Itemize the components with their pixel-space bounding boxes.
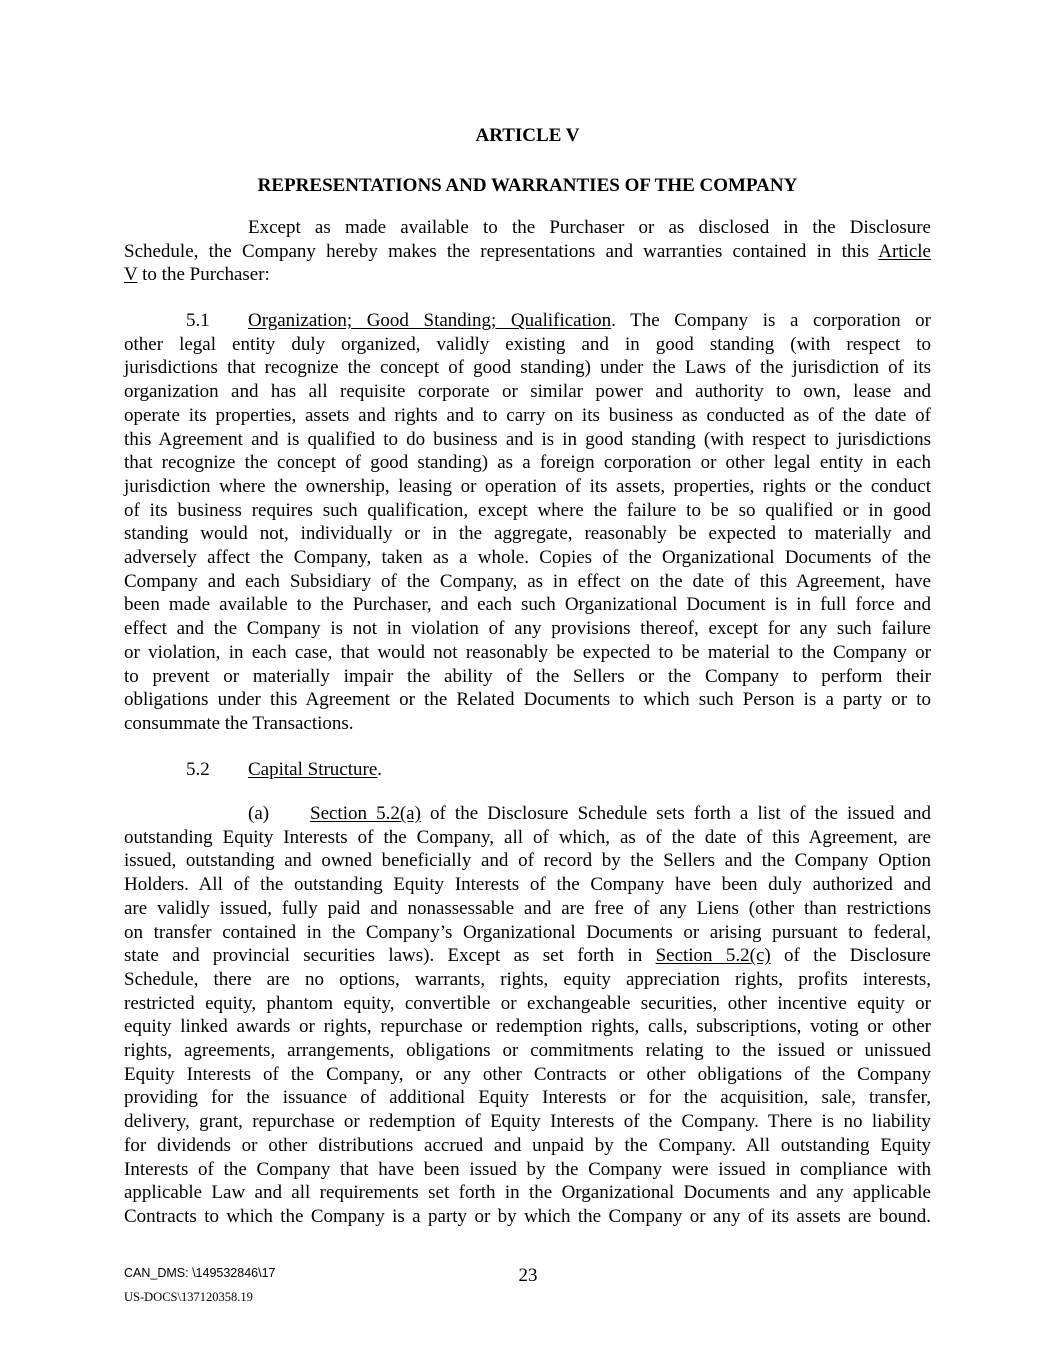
section-5-1-line: or violation, in each case, that would not reasonably be expected to be material to the Company or [124,641,931,663]
intro-line-1: Except as made available to the Purchaser or as disclosed in the Disclosure [248,217,931,238]
section-5-1-line: been made available to the Purchaser, and each such Organizational Document is in full force and [124,594,931,616]
section-number: 5.1 [186,310,210,331]
section-5-2-a-line: are validly issued, fully paid and nonassessable and are free of any Liens (other than restrictions [124,897,931,919]
intro-paragraph [124,216,931,287]
section-5-2-a-line: equity linked awards or rights, repurchase or redemption rights, calls, subscriptions, voting or other [124,1016,931,1038]
section-5-2-a-line: Interests of the Company that have been issued by the Company were issued in compliance with [124,1158,931,1180]
section-5-1-line: organization and has all requisite corporate or similar power and authority to own, lease and [124,381,931,403]
section-5-1-line: effect and the Company is not in violation of any provisions thereof, except for any such failure [124,618,931,640]
section-5-1-line: that recognize the concept of good standing) as a foreign corporation or other legal entity in each [124,452,931,474]
intro-line-3: V to the Purchaser: [124,264,270,286]
section-5-1-line: obligations under this Agreement or the Related Documents to which such Person is a party or to [124,689,931,711]
section-5-1-line: operate its properties, assets and rights and to carry on its business as conducted as of the date of [124,404,931,426]
article-reference-link-cont[interactable]: V [124,264,138,286]
section-5-2-c-reference-link[interactable]: Section 5.2(c) [655,945,771,967]
article-reference-link[interactable]: Article [878,240,931,262]
section-5-1-line: to prevent or materially impair the ability of the Sellers or the Company to perform their [124,665,931,687]
section-5-1-line: jurisdiction where the ownership, leasing or operation of its assets, properties, rights or the conduct [124,475,931,497]
article-title: ARTICLE V [475,125,580,146]
section-5-1-line: jurisdictions that recognize the concept of good standing) under the Laws of the jurisdiction of its [124,357,931,379]
section-number: 5.2 [186,759,210,780]
section-5-1-line: consummate the Transactions. [124,712,354,734]
subsection-label: (a) [248,803,270,824]
section-5-1-first-line: 5.1 Organization; Good Standing; Qualification. The Company is a corporation or [186,310,932,331]
section-5-1-line: of its business requires such qualification, except where the failure to be so qualified or in good [124,499,931,521]
section-5-2-a-line: Equity Interests of the Company, or any other Contracts or other obligations of the Company [124,1063,931,1085]
section-5-2-a-line: issued, outstanding and owned beneficially and of record by the Sellers and the Company Option [124,850,931,872]
section-5-1-line: this Agreement and is qualified to do business and is in good standing (with respect to jurisdictions [124,428,931,450]
section-5-1-line: adversely affect the Company, taken as a whole. Copies of the Organizational Documents of the [124,547,931,569]
article-subtitle: REPRESENTATIONS AND WARRANTIES OF THE COMPANY [257,175,798,196]
section-5-2-a-line: applicable Law and all requirements set forth in the Organizational Documents and any applicable [124,1182,931,1204]
section-5-2-a-line: outstanding Equity Interests of the Company, all of which, as of the date of this Agreement, are [124,826,931,848]
section-heading: Capital Structure [248,759,378,780]
section-5-2-a-line: for dividends or other distributions accrued and unpaid by the Company. All outstanding Equity [124,1134,931,1156]
section-5-2-a-line: Schedule, there are no options, warrants, rights, equity appreciation rights, profits interests, [124,968,931,990]
page-number: 23 [518,1265,538,1286]
section-5-2-a-line: Holders. All of the outstanding Equity Interests of the Company have been duly authorized and [124,874,931,896]
section-5-2-a-ref-line: state and provincial securities laws). Except as set forth in Section 5.2(c) of the Disclosure [124,945,931,967]
section-5-2-a [124,802,931,1229]
section-5-2-a-reference-link[interactable]: Section 5.2(a) [310,803,421,824]
section-5-1-line: standing would not, individually or in the aggregate, reasonably be expected to materially and [124,523,931,545]
footer-us-docs-id: US-DOCS\137120358.19 [124,1290,253,1304]
section-5-2-a-line: restricted equity, phantom equity, convertible or exchangeable securities, other incentive equity or [124,992,931,1014]
section-heading: Organization; Good Standing; Qualification [248,310,612,331]
section-5-2-a-first-line: (a) Section 5.2(a) of the Disclosure Schedule sets forth a list of the issued and [248,803,932,824]
intro-line-2: Schedule, the Company hereby makes the representations and warranties contained in this Article [124,240,931,262]
section-5-1-line: Company and each Subsidiary of the Company, as in effect on the date of this Agreement, have [124,570,931,592]
section-5-2-a-line: delivery, grant, repurchase or redemption of Equity Interests of the Company. There is no liability [124,1111,931,1133]
section-5-1-line: other legal entity duly organized, validly existing and in good standing (with respect to [124,333,931,355]
section-5-2-a-line: providing for the issuance of additional Equity Interests or for the acquisition, sale, transfer, [124,1087,931,1109]
section-5-2-a-line: on transfer contained in the Company’s Organizational Documents or arising pursuant to federal, [124,921,931,943]
section-5-2-heading-row: 5.2 Capital Structure. [186,759,383,780]
section-5-2-a-line: Contracts to which the Company is a party or by which the Company or any of its assets are bound. [124,1205,931,1227]
footer-dms-id: CAN_DMS: \149532846\17 [124,1266,276,1280]
section-5-1 [124,309,931,736]
section-5-2-a-line: rights, agreements, arrangements, obligations or commitments relating to the issued or unissued [124,1040,931,1062]
